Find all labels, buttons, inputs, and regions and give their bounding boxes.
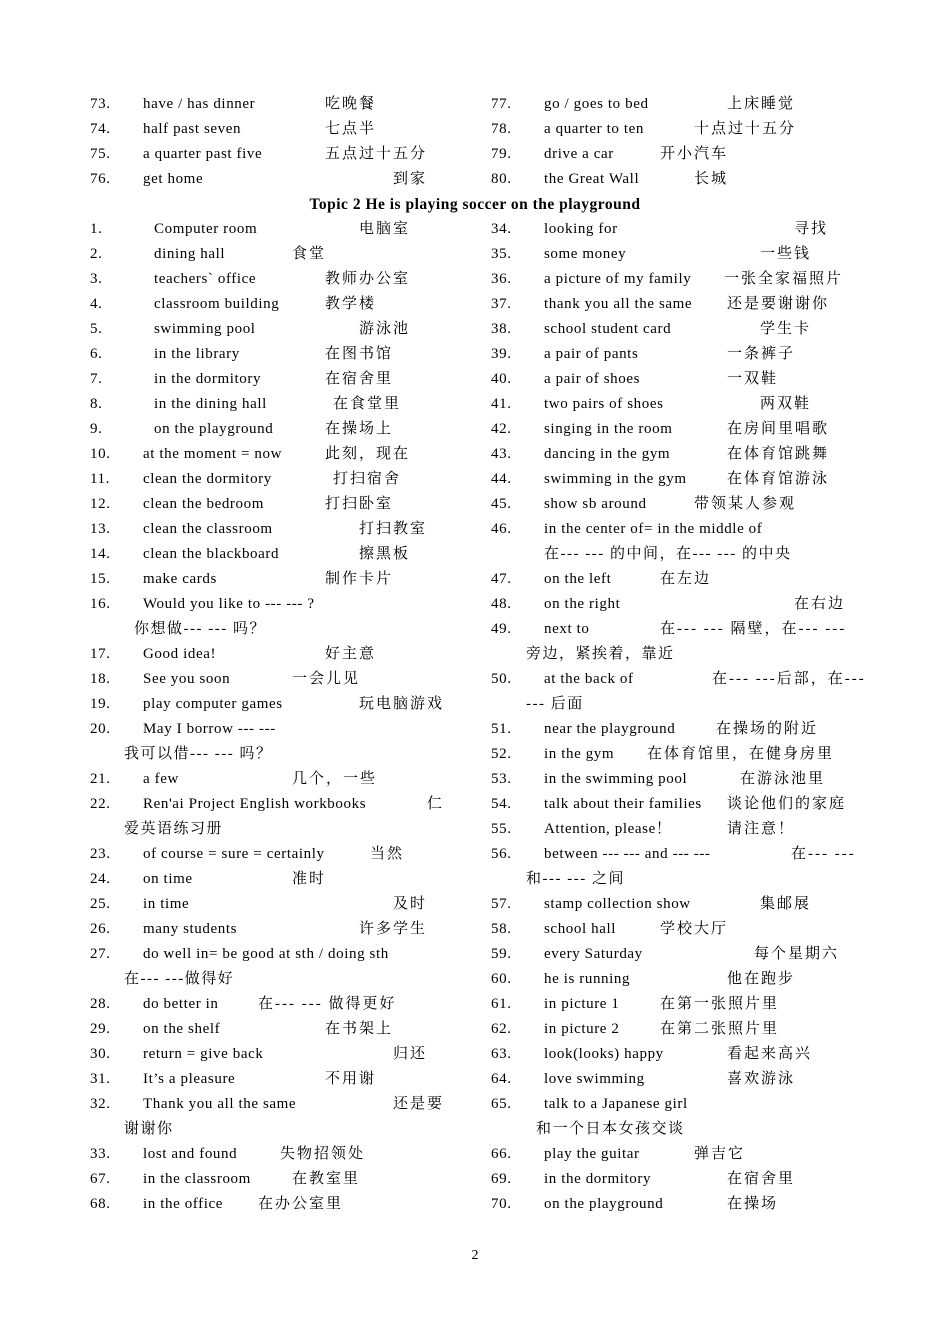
english-phrase: next to [544, 621, 590, 637]
continuation-line: 爱英语练习册 [124, 821, 224, 837]
item-number: 32. [90, 1096, 111, 1112]
english-phrase: drive a car [544, 146, 614, 162]
chinese-meaning: 食堂 [292, 246, 327, 262]
chinese-meaning: 带领某人参观 [694, 496, 797, 512]
chinese-meaning: 看起来高兴 [727, 1046, 813, 1062]
english-phrase: Would you like to --- --- ? [143, 596, 315, 612]
chinese-meaning: 学校大厅 [660, 921, 729, 937]
chinese-meaning: 游泳池 [359, 321, 411, 337]
english-phrase: make cards [143, 571, 217, 587]
item-number: 74. [90, 121, 111, 137]
english-phrase: Thank you all the same [143, 1096, 297, 1112]
vocab-row [0, 117, 950, 142]
item-number: 17. [90, 646, 111, 662]
chinese-meaning: 寻找 [794, 221, 829, 237]
item-number: 13. [90, 521, 111, 537]
item-number: 68. [90, 1196, 111, 1212]
item-number: 23. [90, 846, 111, 862]
chinese-meaning: 上床睡觉 [727, 96, 796, 112]
item-number: 10. [90, 446, 111, 462]
english-phrase: looking for [544, 221, 618, 237]
vocab-row [0, 1167, 950, 1192]
english-phrase: near the playground [544, 721, 676, 737]
english-phrase: singing in the room [544, 421, 673, 437]
vocab-row [0, 567, 950, 592]
item-number: 56. [491, 846, 512, 862]
vocab-row [0, 667, 950, 692]
item-number: 66. [491, 1146, 512, 1162]
item-number: 18. [90, 671, 111, 687]
item-number: 1. [90, 221, 103, 237]
item-number: 51. [491, 721, 512, 737]
item-number: 22. [90, 796, 111, 812]
chinese-meaning: 在右边 [794, 596, 846, 612]
english-phrase: on the playground [154, 421, 274, 437]
chinese-meaning: 长城 [694, 171, 729, 187]
english-phrase: dancing in the gym [544, 446, 671, 462]
english-phrase: stamp collection show [544, 896, 691, 912]
english-phrase: clean the blackboard [143, 546, 280, 562]
continuation-line: 和--- --- 之间 [526, 871, 625, 887]
item-number: 78. [491, 121, 512, 137]
item-number: 16. [90, 596, 111, 612]
vocab-row [0, 1092, 950, 1117]
chinese-meaning: 吃晚餐 [325, 96, 377, 112]
english-phrase: do better in [143, 996, 219, 1012]
item-number: 57. [491, 896, 512, 912]
vocab-row [0, 892, 950, 917]
chinese-meaning: 请注意！ [727, 821, 796, 837]
vocab-row [0, 292, 950, 317]
chinese-meaning: 在体育馆游泳 [727, 471, 830, 487]
english-phrase: in the office [143, 1196, 223, 1212]
item-number: 12. [90, 496, 111, 512]
chinese-meaning: 两双鞋 [760, 396, 812, 412]
english-phrase: in the classroom [143, 1171, 251, 1187]
chinese-meaning: 一条裤子 [727, 346, 796, 362]
item-number: 37. [491, 296, 512, 312]
english-phrase: on time [143, 871, 193, 887]
english-phrase: in the gym [544, 746, 615, 762]
vocab-row [0, 317, 950, 342]
item-number: 39. [491, 346, 512, 362]
vocab-row [0, 517, 950, 542]
vocab-row [0, 917, 950, 942]
chinese-meaning: 在办公室里 [258, 1196, 344, 1212]
chinese-meaning: 打扫卧室 [325, 496, 394, 512]
item-number: 33. [90, 1146, 111, 1162]
chinese-meaning: 在游泳池里 [740, 771, 826, 787]
chinese-meaning: 每个星期六 [754, 946, 840, 962]
english-phrase: in the library [154, 346, 240, 362]
chinese-meaning: 五点过十五分 [325, 146, 428, 162]
page-number: 2 [471, 1248, 479, 1263]
vocab-row [0, 442, 950, 467]
chinese-meaning: 在左边 [660, 571, 712, 587]
item-number: 19. [90, 696, 111, 712]
english-phrase: in picture 2 [544, 1021, 620, 1037]
chinese-meaning: 开小汽车 [660, 146, 729, 162]
item-number: 54. [491, 796, 512, 812]
vocab-row [0, 342, 950, 367]
vocab-row [0, 1142, 950, 1167]
chinese-meaning: 在--- --- 做得更好 [258, 996, 397, 1012]
chinese-meaning: 在房间里唱歌 [727, 421, 830, 437]
chinese-meaning: 在第一张照片里 [660, 996, 780, 1012]
item-number: 75. [90, 146, 111, 162]
item-number: 80. [491, 171, 512, 187]
chinese-meaning: 此刻，现在 [325, 446, 411, 462]
item-number: 61. [491, 996, 512, 1012]
vocab-row [0, 242, 950, 267]
chinese-meaning: 归还 [393, 1046, 428, 1062]
english-phrase: look(looks) happy [544, 1046, 664, 1062]
item-number: 44. [491, 471, 512, 487]
english-phrase: May I borrow --- --- [143, 721, 276, 737]
chinese-meaning: 一些钱 [760, 246, 812, 262]
item-number: 50. [491, 671, 512, 687]
item-number: 6. [90, 346, 103, 362]
english-phrase: It’s a pleasure [143, 1071, 236, 1087]
item-number: 64. [491, 1071, 512, 1087]
english-phrase: Ren'ai Project English workbooks [143, 796, 367, 812]
item-number: 42. [491, 421, 512, 437]
english-phrase: Attention, please！ [544, 821, 672, 837]
chinese-meaning: 学生卡 [760, 321, 812, 337]
item-number: 24. [90, 871, 111, 887]
continuation-line: 我可以借--- --- 吗？ [124, 746, 273, 762]
english-phrase: play computer games [143, 696, 283, 712]
english-phrase: at the moment = now [143, 446, 283, 462]
item-number: 34. [491, 221, 512, 237]
chinese-meaning: 仁 [427, 796, 445, 812]
chinese-meaning: 及时 [393, 896, 428, 912]
vocab-row [0, 1017, 950, 1042]
chinese-meaning: 在图书馆 [325, 346, 394, 362]
vocab-row [0, 367, 950, 392]
item-number: 45. [491, 496, 512, 512]
english-phrase: love swimming [544, 1071, 645, 1087]
chinese-meaning: 在宿舍里 [727, 1171, 796, 1187]
item-number: 5. [90, 321, 103, 337]
chinese-meaning: 在第二张照片里 [660, 1021, 780, 1037]
english-phrase: school hall [544, 921, 617, 937]
chinese-meaning: 还是要 [393, 1096, 445, 1112]
chinese-meaning: 在操场的附近 [716, 721, 819, 737]
item-number: 60. [491, 971, 512, 987]
chinese-meaning: 弹吉它 [694, 1146, 746, 1162]
english-phrase: in the dining hall [154, 396, 267, 412]
chinese-meaning: 在操场上 [325, 421, 394, 437]
vocab-row [0, 167, 950, 192]
item-number: 2. [90, 246, 103, 262]
item-number: 11. [90, 471, 110, 487]
english-phrase: go / goes to bed [544, 96, 649, 112]
chinese-meaning: 在宿舍里 [325, 371, 394, 387]
item-number: 65. [491, 1096, 512, 1112]
english-phrase: of course = sure = certainly [143, 846, 325, 862]
item-number: 30. [90, 1046, 111, 1062]
vocab-row [0, 867, 950, 892]
chinese-meaning: 谈论他们的家庭 [727, 796, 847, 812]
item-number: 59. [491, 946, 512, 962]
item-number: 9. [90, 421, 103, 437]
chinese-meaning: 在--- --- 隔壁，在--- --- [660, 621, 847, 637]
continuation-line: 在--- ---做得好 [124, 971, 235, 987]
english-phrase: many students [143, 921, 238, 937]
item-number: 77. [491, 96, 512, 112]
english-phrase: swimming in the gym [544, 471, 687, 487]
english-phrase: a quarter past five [143, 146, 263, 162]
item-number: 52. [491, 746, 512, 762]
chinese-meaning: 教师办公室 [325, 271, 411, 287]
chinese-meaning: 失物招领处 [280, 1146, 366, 1162]
chinese-meaning: 在--- ---后部，在--- [712, 671, 866, 687]
english-phrase: school student card [544, 321, 672, 337]
continuation-line: --- 后面 [526, 696, 584, 712]
english-phrase: half past seven [143, 121, 242, 137]
chinese-meaning: 十点过十五分 [694, 121, 797, 137]
english-phrase: on the shelf [143, 1021, 221, 1037]
english-phrase: swimming pool [154, 321, 256, 337]
chinese-meaning: 他在跑步 [727, 971, 796, 987]
item-number: 53. [491, 771, 512, 787]
chinese-meaning: 准时 [292, 871, 327, 887]
chinese-meaning: 在--- --- [791, 846, 856, 862]
item-number: 62. [491, 1021, 512, 1037]
english-phrase: in time [143, 896, 190, 912]
chinese-meaning: 喜欢游泳 [727, 1071, 796, 1087]
continuation-line: 旁边，紧挨着，靠近 [526, 646, 675, 662]
english-phrase: he is running [544, 971, 631, 987]
vocab-row [0, 92, 950, 117]
vocab-row [0, 942, 950, 967]
vocab-row [0, 267, 950, 292]
english-phrase: do well in= be good at sth / doing sth [143, 946, 389, 962]
chinese-meaning: 不用谢 [325, 1071, 377, 1087]
item-number: 40. [491, 371, 512, 387]
item-number: 55. [491, 821, 512, 837]
vocab-row [0, 642, 950, 667]
chinese-meaning: 在操场 [727, 1196, 779, 1212]
item-number: 4. [90, 296, 103, 312]
item-number: 21. [90, 771, 111, 787]
english-phrase: a quarter to ten [544, 121, 644, 137]
item-number: 76. [90, 171, 111, 187]
chinese-meaning: 擦黑板 [359, 546, 411, 562]
item-number: 28. [90, 996, 111, 1012]
item-number: 14. [90, 546, 111, 562]
vocab-row [0, 767, 950, 792]
english-phrase: the Great Wall [544, 171, 640, 187]
item-number: 70. [491, 1196, 512, 1212]
chinese-meaning: 集邮展 [760, 896, 812, 912]
english-phrase: clean the bedroom [143, 496, 264, 512]
english-phrase: lost and found [143, 1146, 238, 1162]
english-phrase: on the left [544, 571, 612, 587]
vocab-row [0, 1042, 950, 1067]
english-phrase: in the center of= in the middle of [544, 521, 763, 537]
english-phrase: a picture of my family [544, 271, 692, 287]
chinese-meaning: 在体育馆里，在健身房里 [647, 746, 835, 762]
vocab-row [0, 842, 950, 867]
vocab-row [0, 592, 950, 617]
continuation-line: 在--- --- 的中间，在--- --- 的中央 [544, 546, 792, 562]
vocab-row [0, 1192, 950, 1217]
vocab-row [0, 467, 950, 492]
english-phrase: some money [544, 246, 627, 262]
continuation-line: 你想做--- --- 吗？ [134, 621, 266, 637]
vocab-row [0, 1067, 950, 1092]
english-phrase: Computer room [154, 221, 258, 237]
english-phrase: have / has dinner [143, 96, 256, 112]
item-number: 43. [491, 446, 512, 462]
english-phrase: in picture 1 [544, 996, 620, 1012]
item-number: 58. [491, 921, 512, 937]
english-phrase: in the swimming pool [544, 771, 688, 787]
chinese-meaning: 许多学生 [359, 921, 428, 937]
item-number: 27. [90, 946, 111, 962]
english-phrase: thank you all the same [544, 296, 693, 312]
english-phrase: talk about their families [544, 796, 702, 812]
english-phrase: every Saturday [544, 946, 643, 962]
vocab-row [0, 792, 950, 817]
chinese-meaning: 一会儿见 [292, 671, 361, 687]
english-phrase: in the dormitory [544, 1171, 652, 1187]
item-number: 49. [491, 621, 512, 637]
chinese-meaning: 打扫宿舍 [333, 471, 402, 487]
vocab-row [0, 392, 950, 417]
english-phrase: a pair of pants [544, 346, 639, 362]
chinese-meaning: 在食堂里 [333, 396, 402, 412]
topic-heading: Topic 2 He is playing soccer on the playground [309, 196, 641, 213]
chinese-meaning: 在教室里 [292, 1171, 361, 1187]
continuation-line: 谢谢你 [124, 1121, 174, 1137]
english-phrase: on the playground [544, 1196, 664, 1212]
item-number: 46. [491, 521, 512, 537]
item-number: 69. [491, 1171, 512, 1187]
item-number: 25. [90, 896, 111, 912]
item-number: 73. [90, 96, 111, 112]
vocab-row [0, 542, 950, 567]
item-number: 35. [491, 246, 512, 262]
english-phrase: show sb around [544, 496, 647, 512]
english-phrase: return = give back [143, 1046, 264, 1062]
item-number: 29. [90, 1021, 111, 1037]
vocab-row [0, 142, 950, 167]
english-phrase: teachers` office [154, 271, 257, 287]
item-number: 8. [90, 396, 103, 412]
item-number: 41. [491, 396, 512, 412]
chinese-meaning: 在书架上 [325, 1021, 394, 1037]
chinese-meaning: 在体育馆跳舞 [727, 446, 830, 462]
english-phrase: Good idea! [143, 646, 217, 662]
chinese-meaning: 一双鞋 [727, 371, 779, 387]
vocab-row [0, 717, 950, 742]
item-number: 63. [491, 1046, 512, 1062]
chinese-meaning: 制作卡片 [325, 571, 394, 587]
chinese-meaning: 玩电脑游戏 [359, 696, 445, 712]
vocab-row [0, 217, 950, 242]
english-phrase: between --- --- and --- --- [544, 846, 711, 862]
item-number: 38. [491, 321, 512, 337]
english-phrase: a pair of shoes [544, 371, 641, 387]
english-phrase: in the dormitory [154, 371, 262, 387]
item-number: 79. [491, 146, 512, 162]
english-phrase: See you soon [143, 671, 231, 687]
item-number: 47. [491, 571, 512, 587]
english-phrase: play the guitar [544, 1146, 640, 1162]
chinese-meaning: 打扫教室 [359, 521, 428, 537]
item-number: 36. [491, 271, 512, 287]
english-phrase: on the right [544, 596, 621, 612]
vocab-row [0, 692, 950, 717]
chinese-meaning: 还是要谢谢你 [727, 296, 830, 312]
item-number: 31. [90, 1071, 111, 1087]
english-phrase: clean the dormitory [143, 471, 272, 487]
english-phrase: classroom building [154, 296, 280, 312]
english-phrase: a few [143, 771, 179, 787]
vocab-row [0, 417, 950, 442]
chinese-meaning: 教学楼 [325, 296, 377, 312]
chinese-meaning: 好主意 [325, 646, 377, 662]
english-phrase: clean the classroom [143, 521, 273, 537]
item-number: 48. [491, 596, 512, 612]
chinese-meaning: 七点半 [325, 121, 377, 137]
chinese-meaning: 到家 [393, 171, 428, 187]
item-number: 15. [90, 571, 111, 587]
chinese-meaning: 当然 [370, 846, 405, 862]
vocab-row [0, 992, 950, 1017]
continuation-line: 和一个日本女孩交谈 [536, 1121, 685, 1137]
chinese-meaning: 一张全家福照片 [724, 271, 844, 287]
item-number: 3. [90, 271, 103, 287]
chinese-meaning: 几个，一些 [292, 771, 378, 787]
english-phrase: dining hall [154, 246, 226, 262]
item-number: 7. [90, 371, 103, 387]
english-phrase: two pairs of shoes [544, 396, 664, 412]
english-phrase: get home [143, 171, 204, 187]
vocab-row [0, 492, 950, 517]
item-number: 26. [90, 921, 111, 937]
item-number: 67. [90, 1171, 111, 1187]
chinese-meaning: 电脑室 [359, 221, 411, 237]
english-phrase: at the back of [544, 671, 634, 687]
english-phrase: talk to a Japanese girl [544, 1096, 688, 1112]
item-number: 20. [90, 721, 111, 737]
